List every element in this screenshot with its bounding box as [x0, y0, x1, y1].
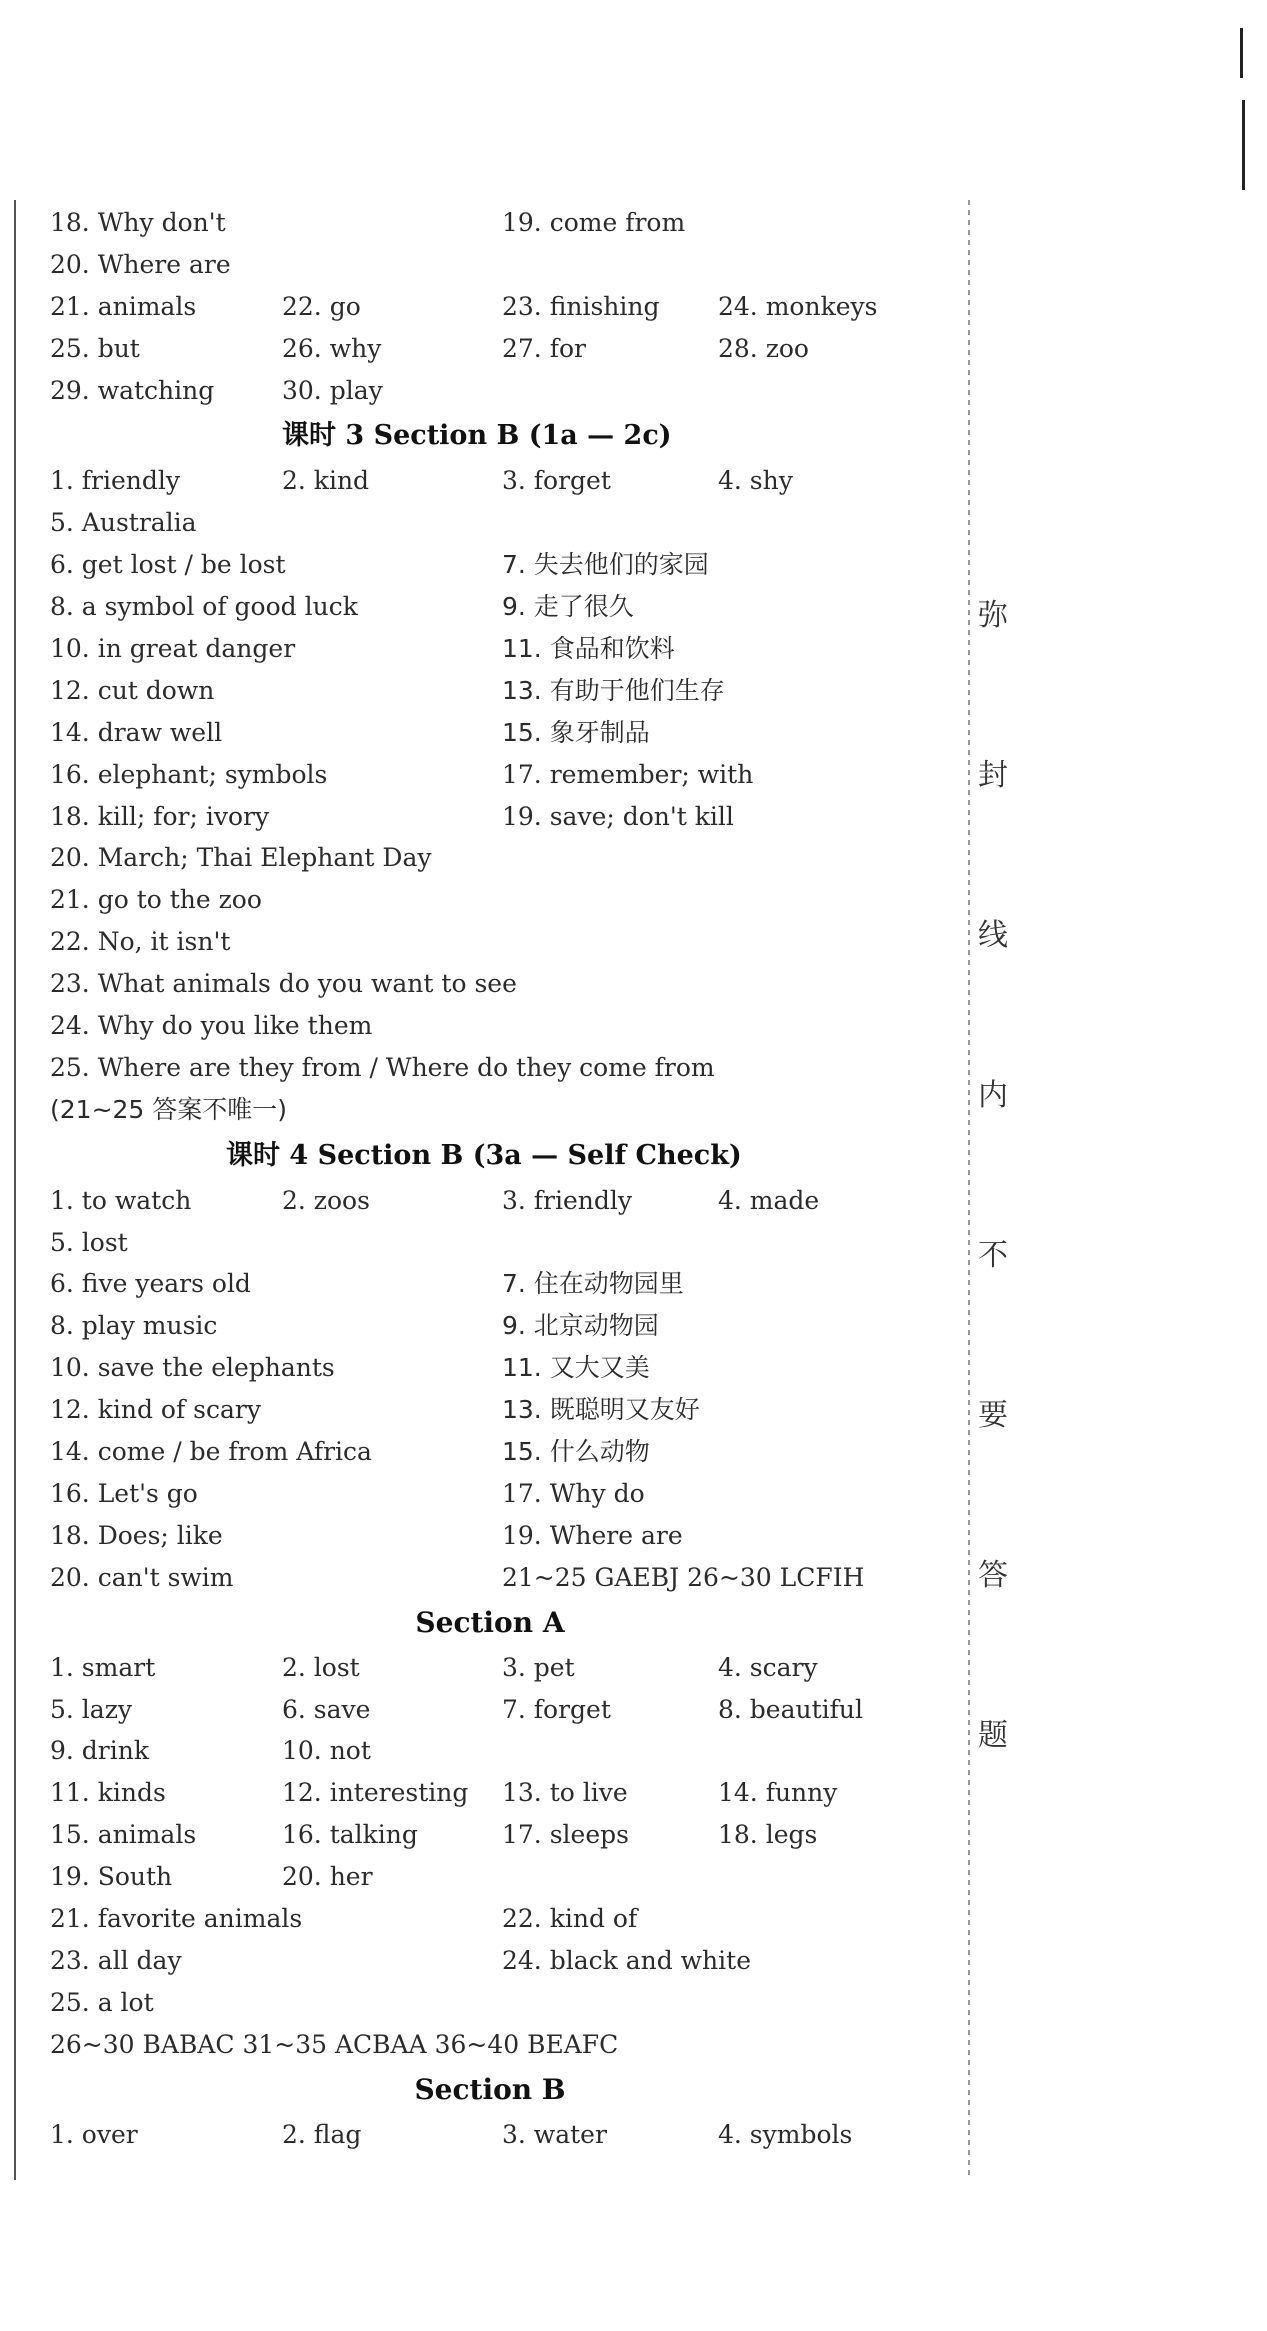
answer-item: 24. monkeys [718, 291, 878, 321]
answer-item: 16. talking [282, 1820, 418, 1850]
answer-item: 15. 象牙制品 [502, 717, 650, 747]
seal-line-char: 线 [978, 918, 1008, 953]
answer-item: 21. favorite animals [50, 1903, 303, 1933]
answer-row [50, 879, 930, 921]
answer-item: 12. kind of scary [50, 1395, 261, 1425]
seal-line-char: 答 [978, 1558, 1008, 1593]
answer-item: 23. What animals do you want to see [50, 969, 517, 999]
answer-item: 23. all day [50, 1945, 182, 1975]
answer-item: 6. get lost / be lost [50, 550, 286, 580]
answer-row [50, 628, 930, 670]
answer-item: 5. lost [50, 1227, 128, 1257]
answer-row [50, 1647, 930, 1689]
seal-line-char: 弥 [978, 598, 1008, 633]
answer-row [50, 2114, 930, 2156]
answer-row [50, 1089, 930, 1131]
answer-row [50, 502, 930, 544]
answer-row [50, 1305, 930, 1347]
answer-row [50, 1689, 930, 1731]
lesson-heading-text: 课时 4 Section B (3a — Self Check) [226, 1139, 742, 1171]
seal-line [968, 200, 970, 2180]
answer-item: 26. why [282, 333, 382, 363]
answer-item: 2. zoos [282, 1185, 370, 1215]
answer-item: 30. play [282, 375, 383, 405]
answer-item: 25. but [50, 333, 140, 363]
answer-row [50, 244, 930, 286]
answer-item: 1. to watch [50, 1185, 192, 1215]
section-heading: Section A [415, 1605, 565, 1639]
answer-item: 19. Where are [502, 1520, 683, 1550]
answer-row [50, 1515, 930, 1557]
scan-edge-mark [1240, 28, 1243, 78]
answer-item: 4. made [718, 1185, 820, 1215]
answer-item: 3. friendly [502, 1185, 633, 1215]
answer-item: 17. Why do [502, 1478, 645, 1508]
answer-item: 17. remember; with [502, 759, 754, 789]
answer-item: 16. Let's go [50, 1478, 198, 1508]
answer-row [50, 921, 930, 963]
answer-item: 1. over [50, 2119, 138, 2149]
answer-item: 20. can't swim [50, 1562, 234, 1592]
answer-item: 11. kinds [50, 1778, 166, 1808]
answer-row [50, 1557, 930, 1599]
answer-item: 6. five years old [50, 1269, 251, 1299]
answer-item: 9. 北京动物园 [502, 1311, 659, 1341]
answer-item: 20. her [282, 1862, 373, 1892]
answer-item: 7. forget [502, 1694, 611, 1724]
answer-item: 11. 又大又美 [502, 1353, 650, 1383]
seal-line-char: 封 [978, 758, 1008, 793]
answer-item: 10. save the elephants [50, 1353, 335, 1383]
answer-row [50, 1473, 930, 1515]
answer-row [50, 1898, 930, 1940]
answer-item: 16. elephant; symbols [50, 759, 328, 789]
answer-item: 15. 什么动物 [502, 1437, 650, 1467]
answer-row [50, 202, 930, 244]
answer-item: 19. come from [502, 208, 686, 237]
answer-item: 24. black and white [502, 1945, 751, 1975]
answer-row [50, 460, 930, 502]
lesson-heading [50, 1131, 930, 1180]
seal-line-char: 题 [978, 1718, 1008, 1753]
answer-row [50, 1005, 930, 1047]
answer-item: 19. save; don't kill [502, 801, 734, 831]
answer-item: 2. lost [282, 1652, 360, 1682]
answer-item: 8. a symbol of good luck [50, 592, 358, 622]
answer-item: 15. animals [50, 1820, 197, 1850]
answer-item: 1. friendly [50, 466, 181, 496]
answer-item: 9. drink [50, 1736, 149, 1766]
answer-row [50, 837, 930, 879]
answer-item: 2. kind [282, 466, 370, 496]
answer-item: 18. kill; for; ivory [50, 801, 270, 831]
answer-item: 7. 住在动物园里 [502, 1269, 684, 1299]
answer-item: 25. Where are they from / Where do they come from [50, 1052, 715, 1082]
answer-item: 6. save [282, 1694, 371, 1724]
answer-item: 21. go to the zoo [50, 885, 262, 915]
answer-item: 14. funny [718, 1778, 838, 1808]
seal-line-char: 内 [978, 1078, 1008, 1113]
answer-item: 14. draw well [50, 717, 223, 747]
answer-item: 20. Where are [50, 249, 231, 279]
answer-item: 21~25 GAEBJ 26~30 LCFIH [502, 1562, 865, 1592]
answer-item: 8. beautiful [718, 1694, 863, 1724]
answer-item: 22. go [282, 291, 361, 321]
answer-item: 3. pet [502, 1652, 575, 1682]
answer-item: 10. in great danger [50, 634, 296, 664]
answer-item: 25. a lot [50, 1987, 154, 2017]
answer-row [50, 963, 930, 1005]
answer-item: 4. symbols [718, 2119, 853, 2149]
answer-row [50, 1263, 930, 1305]
answer-row [50, 1222, 930, 1264]
answer-content [50, 202, 930, 2155]
answer-row [50, 2024, 930, 2066]
answer-item: 26~30 BABAC 31~35 ACBAA 36~40 BEAFC [50, 2029, 619, 2059]
answer-item: 4. shy [718, 466, 793, 496]
answer-item: 13. 既聪明又友好 [502, 1395, 700, 1425]
answer-row [50, 586, 930, 628]
answer-item: 22. kind of [502, 1903, 638, 1933]
seal-line-char: 不 [978, 1238, 1008, 1273]
answer-row [50, 1180, 930, 1222]
answer-item: 29. watching [50, 375, 215, 405]
answer-item: 4. scary [718, 1652, 818, 1682]
answer-item: 11. 食品和饮料 [502, 634, 675, 664]
answer-item: 24. Why do you like them [50, 1011, 373, 1041]
answer-item: 12. cut down [50, 675, 215, 705]
answer-item: 3. water [502, 2119, 607, 2149]
answer-item: (21~25 答案不唯一) [50, 1094, 288, 1124]
answer-item: 14. come / be from Africa [50, 1437, 372, 1467]
left-margin-rule [14, 200, 16, 2180]
answer-item: 21. animals [50, 291, 197, 321]
answer-row [50, 1730, 930, 1772]
section-heading: Section B [414, 2072, 566, 2106]
scan-edge-mark [1242, 100, 1245, 190]
answer-row [50, 286, 930, 328]
answer-item: 8. play music [50, 1311, 218, 1341]
answer-row [50, 1431, 930, 1473]
answer-item: 1. smart [50, 1652, 156, 1682]
answer-item: 18. legs [718, 1820, 818, 1850]
answer-row [50, 328, 930, 370]
answer-row [50, 754, 930, 796]
answer-item: 19. South [50, 1862, 173, 1892]
answer-item: 13. to live [502, 1778, 628, 1808]
answer-row [50, 1982, 930, 2024]
answer-row [50, 1940, 930, 1982]
answer-row [50, 1814, 930, 1856]
answer-row [50, 1347, 930, 1389]
answer-item: 2. flag [282, 2119, 362, 2149]
answer-item: 7. 失去他们的家园 [502, 550, 709, 580]
answer-item: 20. March; Thai Elephant Day [50, 843, 432, 873]
answer-item: 9. 走了很久 [502, 592, 634, 622]
answer-item: 5. Australia [50, 508, 197, 538]
answer-item: 5. lazy [50, 1694, 132, 1724]
answer-row [50, 544, 930, 586]
answer-item: 13. 有助于他们生存 [502, 675, 725, 705]
answer-item: 10. not [282, 1736, 371, 1766]
answer-row [50, 670, 930, 712]
answer-row [50, 1772, 930, 1814]
answer-row [50, 1856, 930, 1898]
answer-row [50, 1389, 930, 1431]
answer-row [50, 370, 930, 412]
lesson-heading-text: 课时 3 Section B (1a — 2c) [282, 420, 672, 452]
answer-item: 28. zoo [718, 333, 809, 363]
answer-item: 18. Why don't [50, 208, 226, 237]
answer-item: 23. finishing [502, 291, 660, 321]
answer-item: 17. sleeps [502, 1820, 629, 1850]
answer-row [50, 712, 930, 754]
answer-row [50, 1047, 930, 1089]
answer-item: 12. interesting [282, 1778, 469, 1808]
answer-item: 27. for [502, 333, 586, 363]
answer-row [50, 796, 930, 838]
answer-item: 3. forget [502, 466, 611, 496]
lesson-heading [50, 411, 930, 460]
seal-line-char: 要 [978, 1398, 1008, 1433]
answer-item: 18. Does; like [50, 1520, 223, 1550]
answer-item: 22. No, it isn't [50, 927, 231, 957]
